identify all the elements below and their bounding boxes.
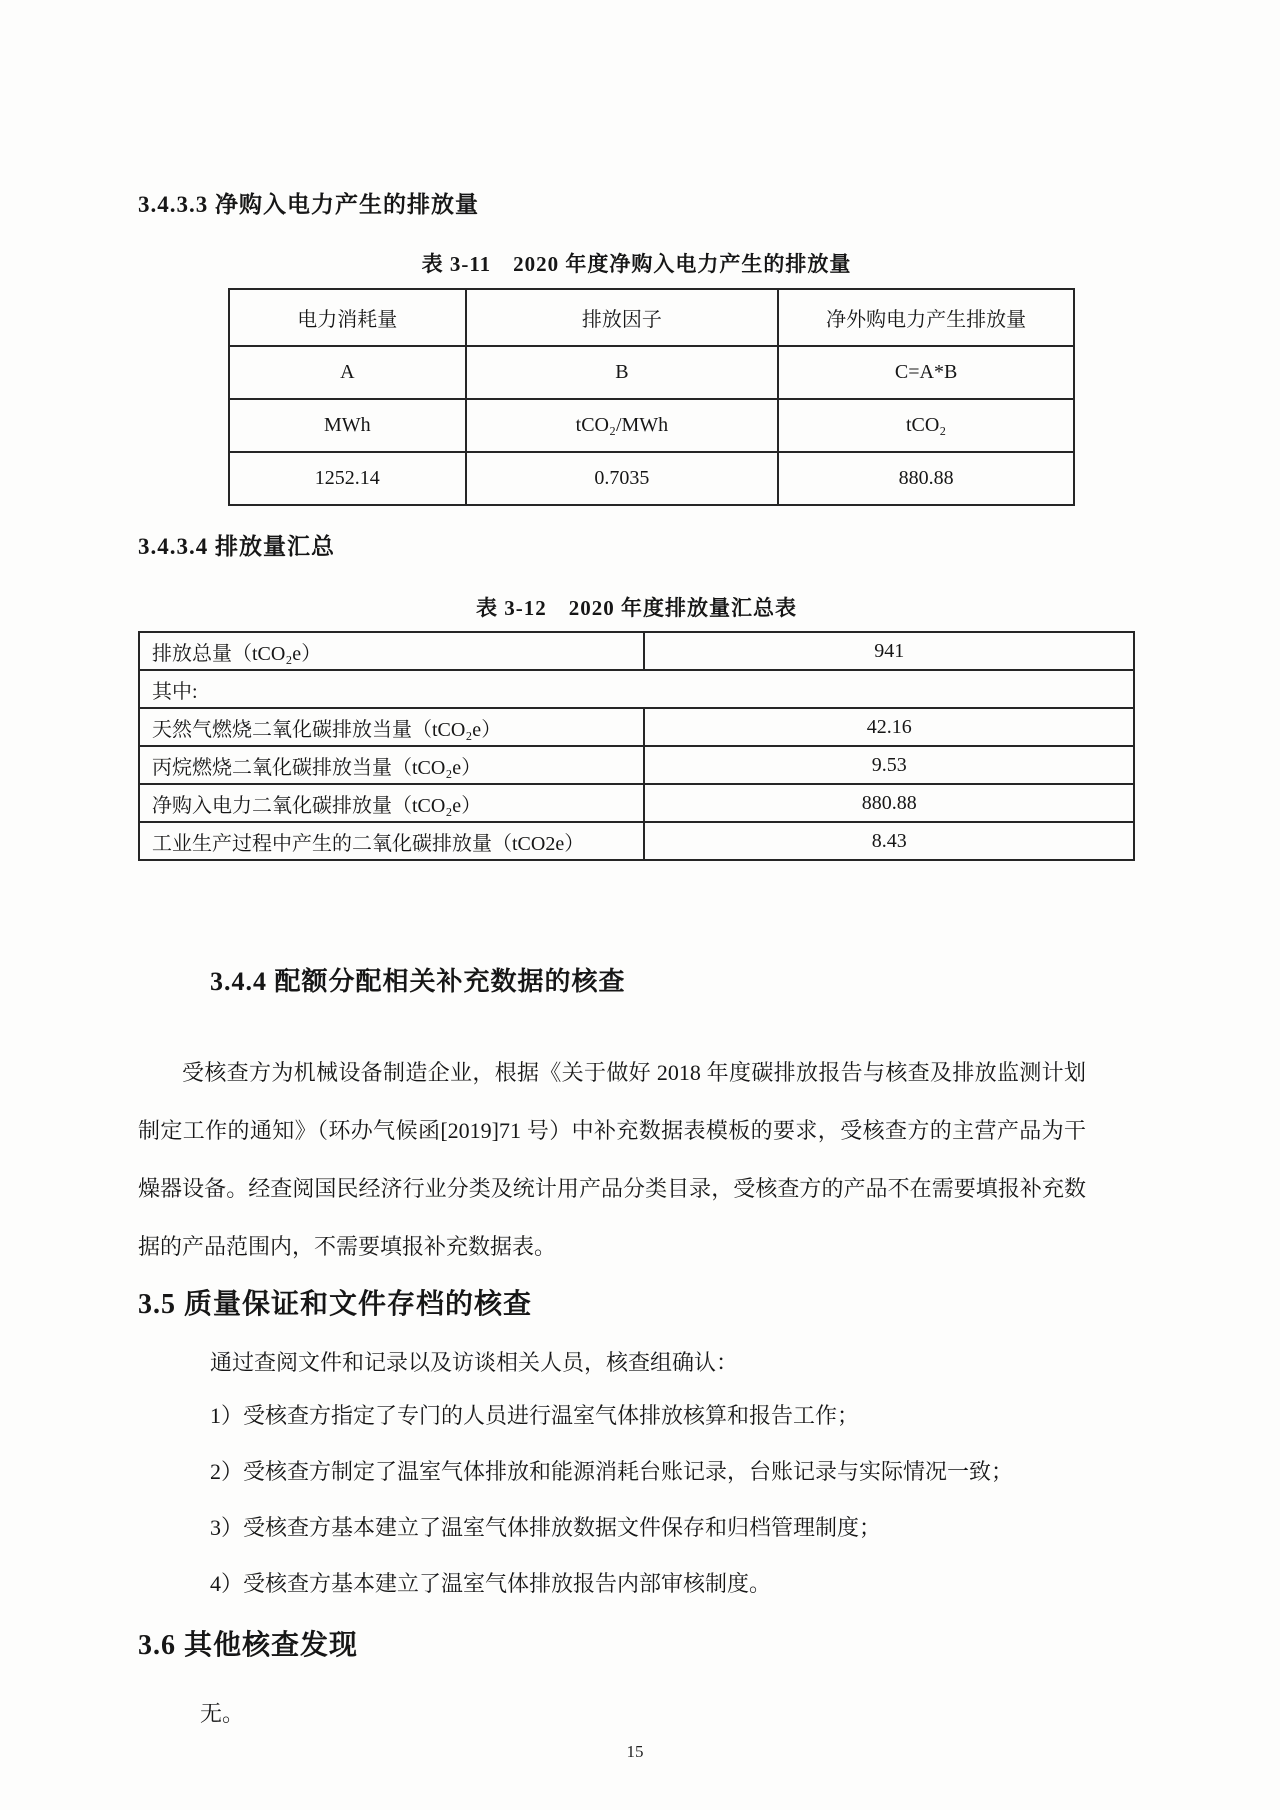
table-cell: 880.88 [778, 452, 1074, 505]
table-cell: MWh [229, 399, 466, 452]
section-35-intro: 通过查阅文件和记录以及访谈相关人员，核查组确认： [210, 1350, 739, 1375]
table-row [229, 399, 1074, 452]
table-cell: 9.53 [644, 746, 1134, 784]
table-row [139, 670, 1134, 708]
section-heading-344: 3.4.4 配额分配相关补充数据的核查 [210, 967, 626, 996]
table-3-11-caption: 表 3-11 2020 年度净购入电力产生的排放量 [421, 252, 852, 276]
table-row [139, 632, 1134, 670]
table-3-12 [138, 631, 1135, 861]
table-row [139, 746, 1134, 784]
table-cell: 净购入电力二氧化碳排放量（tCO₂e） [139, 784, 644, 822]
table-3-12-caption: 表 3-12 2020 年度排放量汇总表 [476, 596, 797, 620]
table-row [139, 784, 1134, 822]
table-cell: 941 [644, 632, 1134, 670]
table-3-11 [228, 288, 1075, 506]
table-cell: 42.16 [644, 708, 1134, 746]
list-item: 3）受核查方基本建立了温室气体排放数据文件保存和归档管理制度； [210, 1515, 882, 1540]
section-heading-35: 3.5 质量保证和文件存档的核查 [138, 1289, 533, 1320]
section-heading-3433: 3.4.3.3 净购入电力产生的排放量 [138, 192, 479, 217]
page-number: 15 [626, 1742, 644, 1761]
table-row [229, 346, 1074, 399]
table-row [139, 822, 1134, 860]
table-cell: tCO₂/MWh [466, 399, 779, 452]
section-344-paragraph: 受核查方为机械设备制造企业，根据《关于做好 2018 年度碳排放报告与核查及排放监测计划制定工作的通知》（环办气候函[2019]71 号）中补充数据表模板的要求，受核查方的主营产品为干燥器设备。经查阅国民经济行业分类及统计用产品分类目录，受核查方的产品不在需要填报补充数据的产品范围内，不需要填报补充数据表。 [138, 1060, 1086, 1259]
table-cell: C=A*B [778, 346, 1074, 399]
list-item: 1）受核查方指定了专门的人员进行温室气体排放核算和报告工作； [210, 1403, 860, 1428]
table-cell: 8.43 [644, 822, 1134, 860]
table-cell: 1252.14 [229, 452, 466, 505]
table-cell: tCO₂ [778, 399, 1074, 452]
table-cell: 工业生产过程中产生的二氧化碳排放量（tCO2e） [139, 822, 644, 860]
list-item: 4）受核查方基本建立了温室气体排放报告内部审核制度。 [210, 1571, 772, 1596]
table-cell: A [229, 346, 466, 399]
table-header-cell: 电力消耗量 [229, 289, 466, 346]
section-36-body: 无。 [200, 1701, 245, 1726]
table-cell: 880.88 [644, 784, 1134, 822]
section-heading-3434: 3.4.3.4 排放量汇总 [138, 534, 335, 559]
table-cell: 其中: [139, 670, 1134, 708]
list-item: 2）受核查方制定了温室气体排放和能源消耗台账记录，台账记录与实际情况一致； [210, 1459, 1014, 1484]
table-cell: 排放总量（tCO₂e） [139, 632, 644, 670]
table-row [139, 708, 1134, 746]
table-cell: 丙烷燃烧二氧化碳排放当量（tCO₂e） [139, 746, 644, 784]
table-row [229, 452, 1074, 505]
table-row [229, 289, 1074, 346]
section-35-list [210, 1399, 1135, 1598]
table-header-cell: 净外购电力产生排放量 [778, 289, 1074, 346]
table-header-cell: 排放因子 [466, 289, 779, 346]
table-cell: 0.7035 [466, 452, 779, 505]
table-cell: 天然气燃烧二氧化碳排放当量（tCO₂e） [139, 708, 644, 746]
table-cell: B [466, 346, 779, 399]
section-heading-36: 3.6 其他核查发现 [138, 1630, 359, 1661]
